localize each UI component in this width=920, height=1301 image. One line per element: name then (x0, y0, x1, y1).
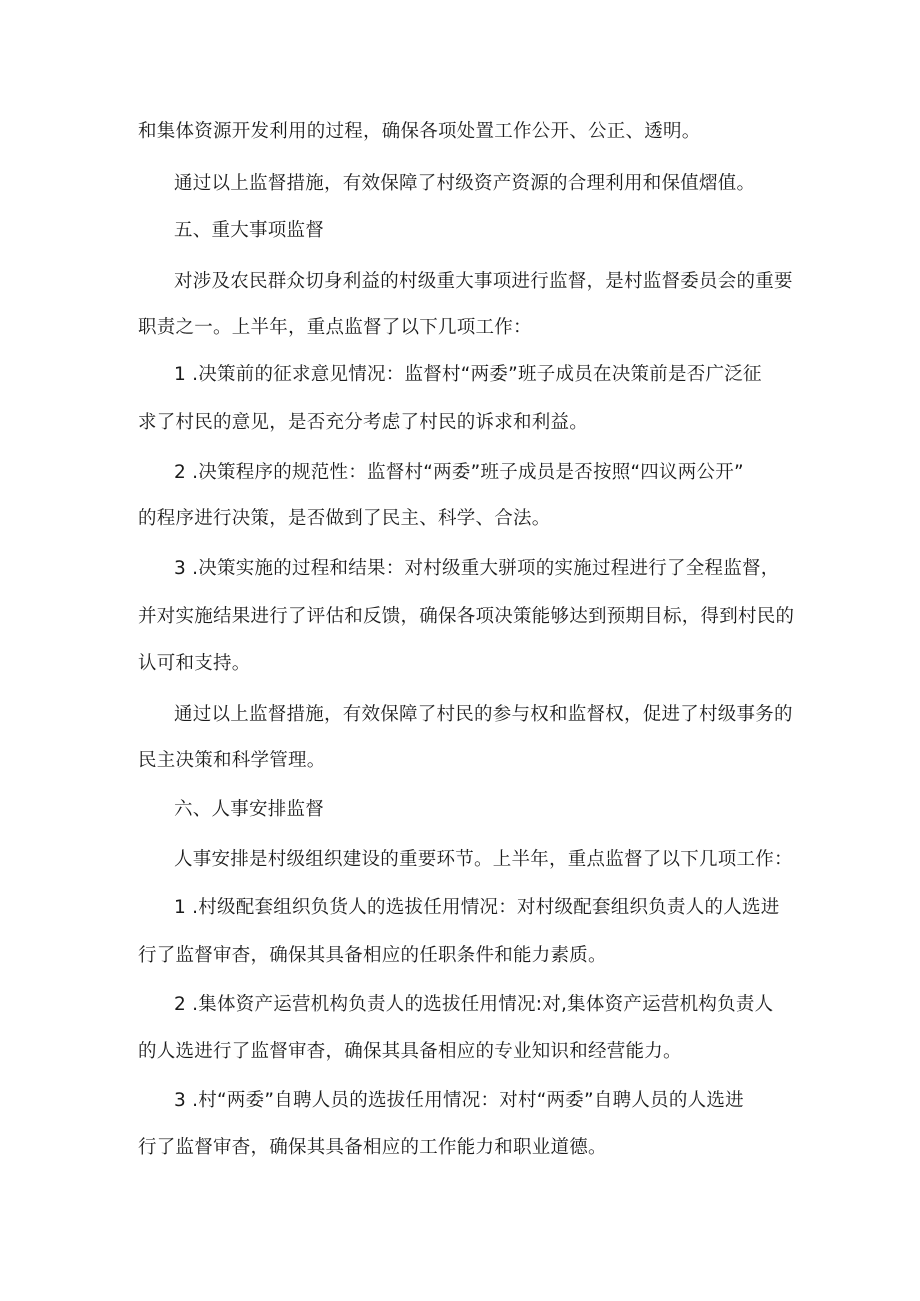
paragraph-line: 对涉及农民群众切身利益的村级重大事项进行监督，是村监督委员会的重要 (174, 271, 793, 292)
list-item-line: 并对实施结果进行了评估和反馈，确保各项决策能够达到预期目标，得到村民的 (138, 606, 795, 627)
list-item-line: 2 .决策程序的规范性：监督村“两委”班子成员是否按照“四议两公开” (174, 462, 744, 483)
list-item-line: 1 .村级配套组织负货人的选拔任用情况：对村级配套组织负责人的人选进 (174, 897, 780, 918)
section-heading: 五、重大事项监督 (174, 220, 325, 241)
list-item-line: 求了村民的意见，是否充分考虑了村民的诉求和利益。 (138, 412, 589, 433)
paragraph-line: 通过以上监督措施，有效保障了村民的参与权和监督权，促进了村级事务的 (174, 704, 793, 725)
list-item-line: 3 .决策实施的过程和结果：对村级重大骈项的实施过程进行了全程监督， (174, 558, 780, 579)
paragraph-line: 民主决策和科学管理。 (138, 750, 326, 771)
list-item-line: 行了监督审杳，确保其具备相应的工作能力和职业道德。 (138, 1137, 607, 1158)
list-item-line: 认可和支持。 (138, 653, 251, 674)
section-heading: 六、人事安排监督 (174, 799, 325, 820)
list-item-line: 3 .村“两委”自聘人员的选拔任用情况：对村“两委”自聘人员的人选进 (174, 1090, 744, 1111)
list-item-line: 1 .决策前的征求意见情况：监督村“两委”班子成员在决策前是否广泛征 (174, 364, 762, 385)
list-item-line: 的人选进行了监督审杳，确保其具备相应的专业知识和经营能力。 (138, 1041, 682, 1062)
paragraph-line: 人事安排是村级组织建设的重要环节。上半年，重点监督了以下几项工作： (174, 849, 793, 870)
paragraph-line: 通过以上监督措施，有效保障了村级资产资源的合理利用和保值熠值。 (174, 173, 756, 194)
list-item-line: 的程序进行决策，是否做到了民主、科学、合法。 (138, 508, 551, 529)
paragraph-line: 和集体资源开发利用的过程，确保各项处置工作公开、公正、透明。 (138, 121, 701, 142)
paragraph-line: 职责之一。上半年，重点监督了以下几项工作： (138, 317, 532, 338)
list-item-line: 2 .集体资产运营机构负责人的选拔任用情况:对,集体资产运营机构负责人 (174, 994, 774, 1015)
list-item-line: 行了监督审杳，确保其具备相应的任职条件和能力素质。 (138, 945, 607, 966)
